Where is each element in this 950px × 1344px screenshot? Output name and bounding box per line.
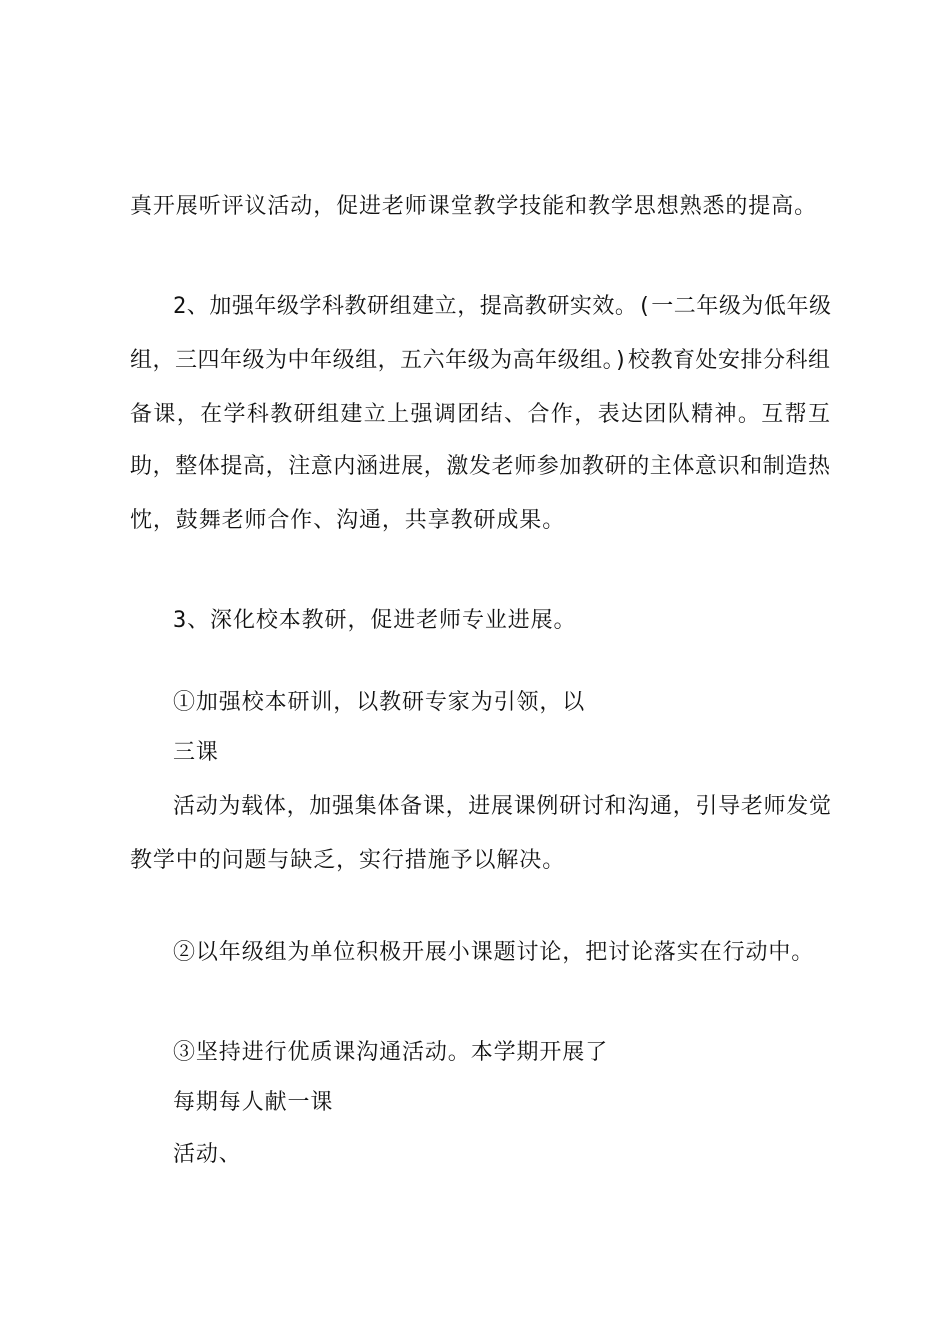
paragraph-line: 真开展听评议活动，促进老师课堂教学技能和教学思想熟悉的提高。 [130, 194, 818, 219]
paragraph-line: 活动为载体，加强集体备课，进展课例研讨和沟通，引导老师发觉 [173, 794, 831, 819]
paragraph-line: 教学中的问题与缺乏，实行措施予以解决。 [130, 848, 566, 873]
paragraph-line: 3、深化校本教研，促进老师专业进展。 [173, 608, 577, 633]
paragraph-line: 每期每人献一课 [173, 1090, 334, 1115]
paragraph-line: 2、加强年级学科教研组建立，提高教研实效。(一二年级为低年级 [173, 294, 831, 319]
paragraph-line: 助，整体提高，注意内涵进展，激发老师参加教研的主体意识和制造热 [130, 454, 830, 479]
paragraph-line: 备课，在学科教研组建立上强调团结、合作，表达团队精神。互帮互 [130, 402, 830, 427]
paragraph-line: ①加强校本研训，以教研专家为引领，以 [173, 690, 586, 715]
paragraph-line: ②以年级组为单位积极开展小课题讨论，把讨论落实在行动中。 [173, 940, 815, 965]
paragraph-line: 三课 [173, 740, 219, 765]
paragraph-line: 忱，鼓舞老师合作、沟通，共享教研成果。 [130, 508, 566, 533]
paragraph-line: ③坚持进行优质课沟通活动。本学期开展了 [173, 1040, 609, 1065]
paragraph-line: 组，三四年级为中年级组，五六年级为高年级组。)校教育处安排分科组 [130, 348, 830, 373]
paragraph-line: 活动、 [173, 1142, 242, 1167]
